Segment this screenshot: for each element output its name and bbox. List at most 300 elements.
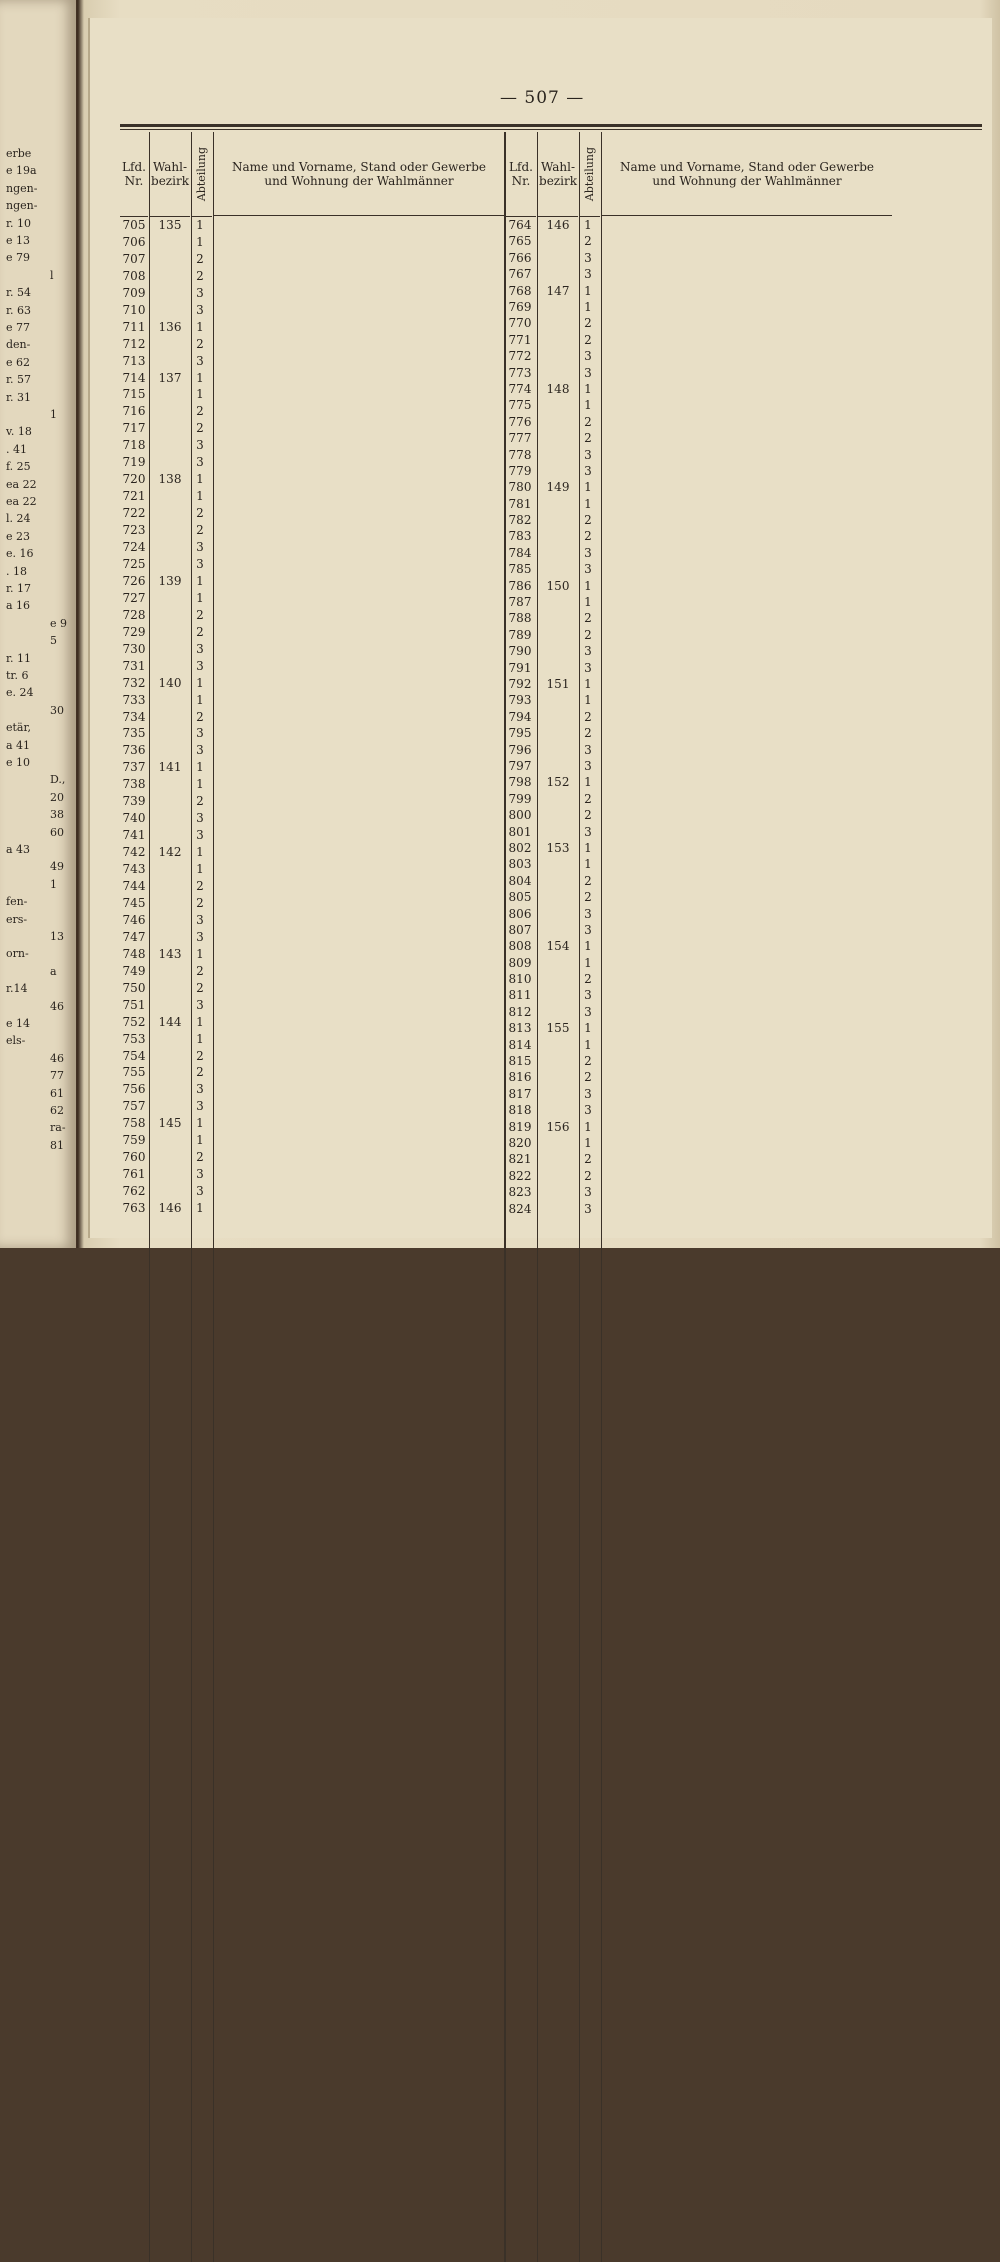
left-page-text-fragment: 77 [50, 1069, 64, 1083]
entry-number: 785 [508, 562, 532, 577]
entry-number: 790 [508, 644, 532, 659]
entry-number: 766 [508, 250, 532, 265]
header-wahlbezirk: Wahl-bezirk [538, 132, 578, 217]
entry-number: 762 [122, 1184, 146, 1199]
entry-number: 789 [508, 627, 532, 642]
abteilung-number: 1 [196, 218, 204, 232]
abteilung-number: 2 [584, 611, 592, 626]
entry-number: 801 [508, 824, 532, 839]
entry-number: 728 [122, 607, 146, 622]
entry-number: 711 [122, 319, 146, 334]
abteilung-number: 3 [196, 743, 204, 758]
left-page-text-fragment: v. 18 [6, 425, 32, 439]
entry-number: 768 [508, 283, 532, 298]
left-page-text-fragment: 81 [50, 1138, 64, 1152]
entry-number: 824 [508, 1201, 532, 1216]
abteilung-number: 2 [196, 879, 204, 894]
abteilung-number: 2 [584, 890, 592, 905]
left-page-text-fragment: 20 [50, 790, 64, 804]
abteilung-number: 1 [196, 472, 204, 487]
entry-number: 775 [508, 398, 532, 413]
entry-number: 732 [122, 675, 146, 690]
entry-number: 810 [508, 972, 532, 987]
abteilung-number: 1 [196, 489, 204, 504]
abteilung-number: 3 [196, 929, 204, 944]
entry-number: 749 [122, 963, 146, 978]
entry-number: 783 [508, 529, 532, 544]
left-page-text-fragment: ers- [6, 912, 28, 926]
abteilung-number: 1 [196, 777, 204, 792]
abteilung-number: 1 [584, 578, 592, 593]
header-lfd: Lfd. Nr. [120, 132, 148, 217]
entry-number: 821 [508, 1152, 532, 1167]
entry-number: 795 [508, 726, 532, 741]
left-page-text-fragment: a [50, 964, 57, 978]
entry-number: 753 [122, 1031, 146, 1046]
abteilung-number: 2 [584, 1054, 592, 1069]
entry-number: 773 [508, 365, 532, 380]
left-page-text-fragment: 13 [50, 930, 64, 943]
entry-number: 793 [508, 693, 532, 708]
left-page-text-fragment: e 13 [6, 234, 31, 247]
col-divider [149, 132, 150, 2262]
abteilung-number: 3 [584, 988, 592, 1003]
left-page-text-fragment: 46 [50, 1051, 64, 1065]
abteilung-number: 2 [584, 332, 592, 347]
entry-number: 709 [122, 285, 146, 300]
wahlbezirk-number: 137 [158, 370, 182, 385]
abteilung-number: 1 [584, 840, 592, 855]
abteilung-number: 1 [196, 1201, 204, 1216]
col-divider [537, 132, 538, 2262]
abteilung-number: 3 [584, 906, 592, 921]
wahlbezirk-number: 144 [158, 1014, 182, 1029]
entry-number: 756 [122, 1082, 146, 1097]
abteilung-number: 2 [584, 529, 592, 544]
abteilung-number: 3 [196, 540, 204, 555]
entry-number: 733 [122, 692, 146, 707]
abteilung-number: 1 [196, 692, 204, 707]
entry-number: 782 [508, 513, 532, 528]
entry-number: 817 [508, 1086, 532, 1101]
abteilung-number: 3 [584, 250, 592, 265]
abteilung-number: 3 [584, 365, 592, 380]
abteilung-number: 2 [196, 421, 204, 436]
abteilung-number: 2 [196, 624, 204, 639]
left-page-text-fragment: 46 [50, 999, 64, 1013]
abteilung-number: 1 [196, 1014, 204, 1029]
entry-number: 778 [508, 447, 532, 462]
abteilung-number: 2 [196, 1150, 204, 1165]
abteilung-number: 1 [584, 1136, 592, 1151]
entry-number: 779 [508, 463, 532, 478]
abteilung-number: 2 [584, 1168, 592, 1183]
abteilung-number: 3 [196, 1167, 204, 1182]
left-page-text-fragment: a 41 [6, 738, 31, 752]
entry-number: 822 [508, 1168, 532, 1183]
entry-number: 706 [122, 234, 146, 249]
entry-number: 722 [122, 506, 146, 521]
abteilung-number: 2 [196, 251, 204, 266]
abteilung-number: 1 [196, 1133, 204, 1148]
abteilung-number: 2 [584, 808, 592, 823]
entry-number: 819 [508, 1119, 532, 1134]
left-page-text-fragment: 49 [50, 860, 64, 874]
abteilung-number: 2 [584, 726, 592, 741]
entry-number: 781 [508, 496, 532, 511]
entry-number: 729 [122, 624, 146, 639]
abteilung-number: 3 [196, 658, 204, 673]
abteilung-number: 2 [584, 972, 592, 987]
page-number: — 507 — [500, 88, 585, 108]
abteilung-number: 3 [584, 644, 592, 659]
abteilung-number: 1 [196, 387, 204, 402]
wahlbezirk-number: 146 [158, 1201, 182, 1216]
entry-number: 784 [508, 545, 532, 560]
left-page-text-fragment: ngen- [6, 181, 38, 195]
rule-thin [120, 129, 982, 130]
abteilung-number: 3 [584, 1086, 592, 1101]
left-page-text-fragment: l. 24 [6, 512, 31, 526]
entry-number: 707 [122, 251, 146, 266]
abteilung-number: 3 [196, 1099, 204, 1114]
left-page-text-fragment: 5 [50, 634, 57, 648]
entry-number: 792 [508, 677, 532, 692]
left-page-text-fragment: ngen- [6, 199, 38, 213]
left-page-text-fragment: r. 54 [6, 286, 32, 300]
left-page-text-fragment: 1 [50, 877, 57, 891]
abteilung-number: 3 [196, 438, 204, 453]
abteilung-number: 1 [196, 675, 204, 690]
entry-number: 743 [122, 862, 146, 877]
abteilung-number: 1 [584, 480, 592, 495]
entry-number: 812 [508, 1004, 532, 1019]
entry-number: 765 [508, 234, 532, 249]
left-page-text-fragment: ra- [50, 1121, 66, 1135]
left-page-text-fragment: e 14 [6, 1017, 31, 1030]
entry-number: 716 [122, 404, 146, 419]
entry-number: 705 [122, 218, 146, 232]
abteilung-number: 1 [584, 1037, 592, 1052]
abteilung-number: 1 [584, 1021, 592, 1036]
left-page-text-fragment: r. 10 [6, 216, 32, 230]
left-page-text-fragment: fen- [6, 895, 28, 909]
entry-number: 735 [122, 726, 146, 741]
abteilung-number: 3 [584, 1201, 592, 1216]
abteilung-number: 1 [584, 299, 592, 314]
entry-number: 815 [508, 1054, 532, 1069]
left-page-text-fragment: 62 [50, 1104, 64, 1117]
entry-number: 718 [122, 438, 146, 453]
abteilung-number: 2 [196, 980, 204, 995]
wahlbezirk-number: 145 [158, 1116, 182, 1131]
entry-number: 720 [122, 472, 146, 487]
entry-number: 808 [508, 939, 532, 954]
wahlbezirk-number: 149 [546, 480, 570, 495]
entry-number: 774 [508, 381, 532, 396]
abteilung-number: 1 [584, 398, 592, 413]
entry-number: 742 [122, 845, 146, 860]
col-divider [601, 132, 602, 2262]
left-page-text-fragment: e 19a [6, 164, 37, 178]
abteilung-number: 1 [196, 370, 204, 385]
abteilung-number: 2 [584, 234, 592, 249]
abteilung-number: 3 [584, 1004, 592, 1019]
entry-number: 758 [122, 1116, 146, 1131]
entry-number: 769 [508, 299, 532, 314]
entry-number: 717 [122, 421, 146, 436]
abteilung-number: 1 [196, 862, 204, 877]
left-page-text-fragment: r. 57 [6, 373, 32, 387]
abteilung-number: 2 [196, 523, 204, 538]
abteilung-number: 2 [584, 1070, 592, 1085]
entry-number: 780 [508, 480, 532, 495]
abteilung-number: 3 [584, 1185, 592, 1200]
abteilung-number: 3 [196, 1082, 204, 1097]
abteilung-number: 2 [196, 709, 204, 724]
abteilung-number: 3 [584, 758, 592, 773]
abteilung-number: 2 [584, 709, 592, 724]
abteilung-number: 1 [196, 946, 204, 961]
wahlbezirk-number: 154 [546, 939, 570, 954]
left-page-text-fragment: e. 16 [6, 547, 34, 561]
abteilung-number: 3 [584, 267, 592, 282]
abteilung-number: 2 [584, 791, 592, 806]
abteilung-number: 1 [584, 857, 592, 872]
entry-number: 767 [508, 267, 532, 282]
wahlbezirk-number: 148 [546, 381, 570, 396]
abteilung-number: 3 [196, 455, 204, 470]
entry-number: 796 [508, 742, 532, 757]
abteilung-number: 3 [584, 660, 592, 675]
wahlbezirk-number: 147 [546, 283, 570, 298]
abteilung-number: 3 [584, 463, 592, 478]
entry-number: 777 [508, 431, 532, 446]
abteilung-number: 3 [196, 828, 204, 843]
col-divider [213, 132, 214, 2262]
wahlbezirk-number: 140 [158, 675, 182, 690]
entry-number: 750 [122, 980, 146, 995]
left-page-text-fragment: e 23 [6, 529, 31, 543]
abteilung-number: 2 [196, 607, 204, 622]
entry-number: 746 [122, 912, 146, 927]
abteilung-number: 1 [584, 381, 592, 396]
entry-number: 800 [508, 808, 532, 823]
entry-number: 803 [508, 857, 532, 872]
abteilung-number: 3 [584, 545, 592, 560]
abteilung-number: 1 [584, 1119, 592, 1134]
abteilung-number: 2 [584, 627, 592, 642]
wahlbezirk-number: 153 [546, 840, 570, 855]
abteilung-number: 2 [584, 414, 592, 429]
abteilung-number: 3 [196, 1184, 204, 1199]
entry-number: 804 [508, 873, 532, 888]
entry-number: 727 [122, 590, 146, 605]
left-page-text-fragment: . 41 [6, 442, 27, 456]
left-page-text-fragment: 61 [50, 1086, 64, 1100]
wahlbezirk-number: 151 [546, 677, 570, 692]
entry-number: 736 [122, 743, 146, 758]
abteilung-number: 1 [584, 693, 592, 708]
left-page-text-fragment: tr. 6 [6, 669, 29, 682]
abteilung-number: 1 [196, 234, 204, 249]
entry-number: 740 [122, 811, 146, 826]
entry-number: 752 [122, 1014, 146, 1029]
abteilung-number: 3 [196, 912, 204, 927]
abteilung-number: 1 [584, 595, 592, 610]
entry-number: 786 [508, 578, 532, 593]
left-page-text-fragment: r.14 [6, 982, 28, 996]
entry-number: 748 [122, 946, 146, 961]
abteilung-number: 2 [196, 1065, 204, 1080]
left-page-text-fragment: den- [6, 338, 31, 352]
abteilung-number: 2 [196, 963, 204, 978]
abteilung-number: 3 [584, 824, 592, 839]
left-page-text-fragment: r. 63 [6, 303, 32, 317]
header-name: Name und Vorname, Stand oder Gewerbe und Wohnung der Wahlmänner [602, 132, 892, 216]
entry-number: 818 [508, 1103, 532, 1118]
entry-number: 776 [508, 414, 532, 429]
abteilung-number: 3 [584, 349, 592, 364]
left-page-text-fragment: D., [50, 773, 66, 787]
entry-number: 723 [122, 523, 146, 538]
abteilung-number: 2 [584, 1152, 592, 1167]
entry-number: 751 [122, 997, 146, 1012]
entry-number: 764 [508, 218, 532, 232]
wahlbezirk-number: 139 [158, 573, 182, 588]
entry-number: 721 [122, 489, 146, 504]
abteilung-number: 1 [196, 573, 204, 588]
entry-number: 759 [122, 1133, 146, 1148]
abteilung-number: 3 [196, 302, 204, 317]
left-column [120, 132, 504, 1222]
abteilung-number: 1 [584, 218, 592, 232]
entry-number: 745 [122, 895, 146, 910]
entry-number: 806 [508, 906, 532, 921]
abteilung-number: 2 [196, 404, 204, 419]
left-page-text-fragment: 60 [50, 825, 64, 839]
left-page-text-fragment: 1 [50, 408, 57, 421]
header-abteilung: Abteilung [192, 132, 212, 217]
entry-number: 710 [122, 302, 146, 317]
wahlbezirk-number: 135 [158, 218, 182, 232]
entry-number: 726 [122, 573, 146, 588]
entry-number: 719 [122, 455, 146, 470]
abteilung-number: 3 [584, 562, 592, 577]
header-abteilung: Abteilung [580, 132, 600, 217]
abteilung-number: 1 [196, 590, 204, 605]
wahlbezirk-number: 138 [158, 472, 182, 487]
entry-number: 741 [122, 828, 146, 843]
right-column [506, 132, 892, 1222]
left-page-fragment [0, 0, 76, 1248]
abteilung-number: 3 [584, 1103, 592, 1118]
left-page-text-fragment: els- [6, 1034, 26, 1048]
abteilung-number: 2 [196, 895, 204, 910]
wahlbezirk-number: 143 [158, 946, 182, 961]
entry-number: 811 [508, 988, 532, 1003]
abteilung-number: 1 [196, 760, 204, 775]
entry-number: 737 [122, 760, 146, 775]
entry-number: 794 [508, 709, 532, 724]
left-page-text-fragment: f. 25 [6, 460, 31, 474]
entry-number: 730 [122, 641, 146, 656]
abteilung-number: 3 [584, 742, 592, 757]
abteilung-number: 3 [196, 285, 204, 300]
entry-number: 755 [122, 1065, 146, 1080]
left-page-text-fragment: ea 22 [6, 477, 37, 491]
entry-number: 814 [508, 1037, 532, 1052]
entry-number: 772 [508, 349, 532, 364]
left-page-text-fragment: etär, [6, 721, 32, 735]
abteilung-number: 3 [196, 556, 204, 571]
left-page-text-fragment: r. 17 [6, 582, 32, 595]
entry-number: 802 [508, 840, 532, 855]
entry-number: 731 [122, 658, 146, 673]
entry-number: 809 [508, 955, 532, 970]
left-page-text-fragment: 38 [50, 808, 64, 822]
entry-number: 807 [508, 922, 532, 937]
wahlbezirk-number: 142 [158, 845, 182, 860]
abteilung-number: 2 [196, 268, 204, 283]
abteilung-number: 2 [584, 431, 592, 446]
entry-number: 820 [508, 1136, 532, 1151]
left-page-text-fragment: e 10 [6, 756, 31, 769]
left-page-text-fragment: e 62 [6, 355, 31, 369]
abteilung-number: 1 [196, 1116, 204, 1131]
abteilung-number: 2 [584, 316, 592, 331]
abteilung-number: 3 [196, 353, 204, 368]
wahlbezirk-number: 152 [546, 775, 570, 790]
entry-number: 791 [508, 660, 532, 675]
abteilung-number: 3 [584, 447, 592, 462]
entry-number: 799 [508, 791, 532, 806]
abteilung-number: 1 [584, 955, 592, 970]
entry-number: 738 [122, 777, 146, 792]
entry-number: 788 [508, 611, 532, 626]
left-page-text-fragment: . 18 [6, 564, 27, 578]
left-page-text-fragment: erbe [6, 147, 32, 160]
entry-number: 734 [122, 709, 146, 724]
rule-thick [120, 124, 982, 127]
left-page-text-fragment: l [50, 268, 54, 282]
left-page-text-fragment: orn- [6, 947, 29, 961]
abteilung-number: 3 [196, 641, 204, 656]
left-page-text-fragment: r. 31 [6, 390, 32, 404]
entry-number: 805 [508, 890, 532, 905]
wahlbezirk-number: 136 [158, 319, 182, 334]
header-name: Name und Vorname, Stand oder Gewerbe und Wohnung der Wahlmänner [214, 132, 504, 216]
entry-number: 757 [122, 1099, 146, 1114]
entry-number: 744 [122, 879, 146, 894]
left-page-text-fragment: 30 [50, 703, 64, 717]
entry-number: 763 [122, 1201, 146, 1216]
abteilung-number: 2 [196, 794, 204, 809]
abteilung-number: 3 [584, 922, 592, 937]
page [88, 18, 992, 1238]
abteilung-number: 2 [196, 336, 204, 351]
left-page-text-fragment: e. 24 [6, 686, 34, 700]
abteilung-number: 3 [196, 811, 204, 826]
entry-number: 761 [122, 1167, 146, 1182]
wahlbezirk-number: 155 [546, 1021, 570, 1036]
left-page-text-fragment: a 43 [6, 843, 31, 856]
entry-number: 725 [122, 556, 146, 571]
entry-number: 708 [122, 268, 146, 283]
left-page-text-fragment: a 16 [6, 599, 31, 613]
entry-number: 798 [508, 775, 532, 790]
entry-number: 747 [122, 929, 146, 944]
